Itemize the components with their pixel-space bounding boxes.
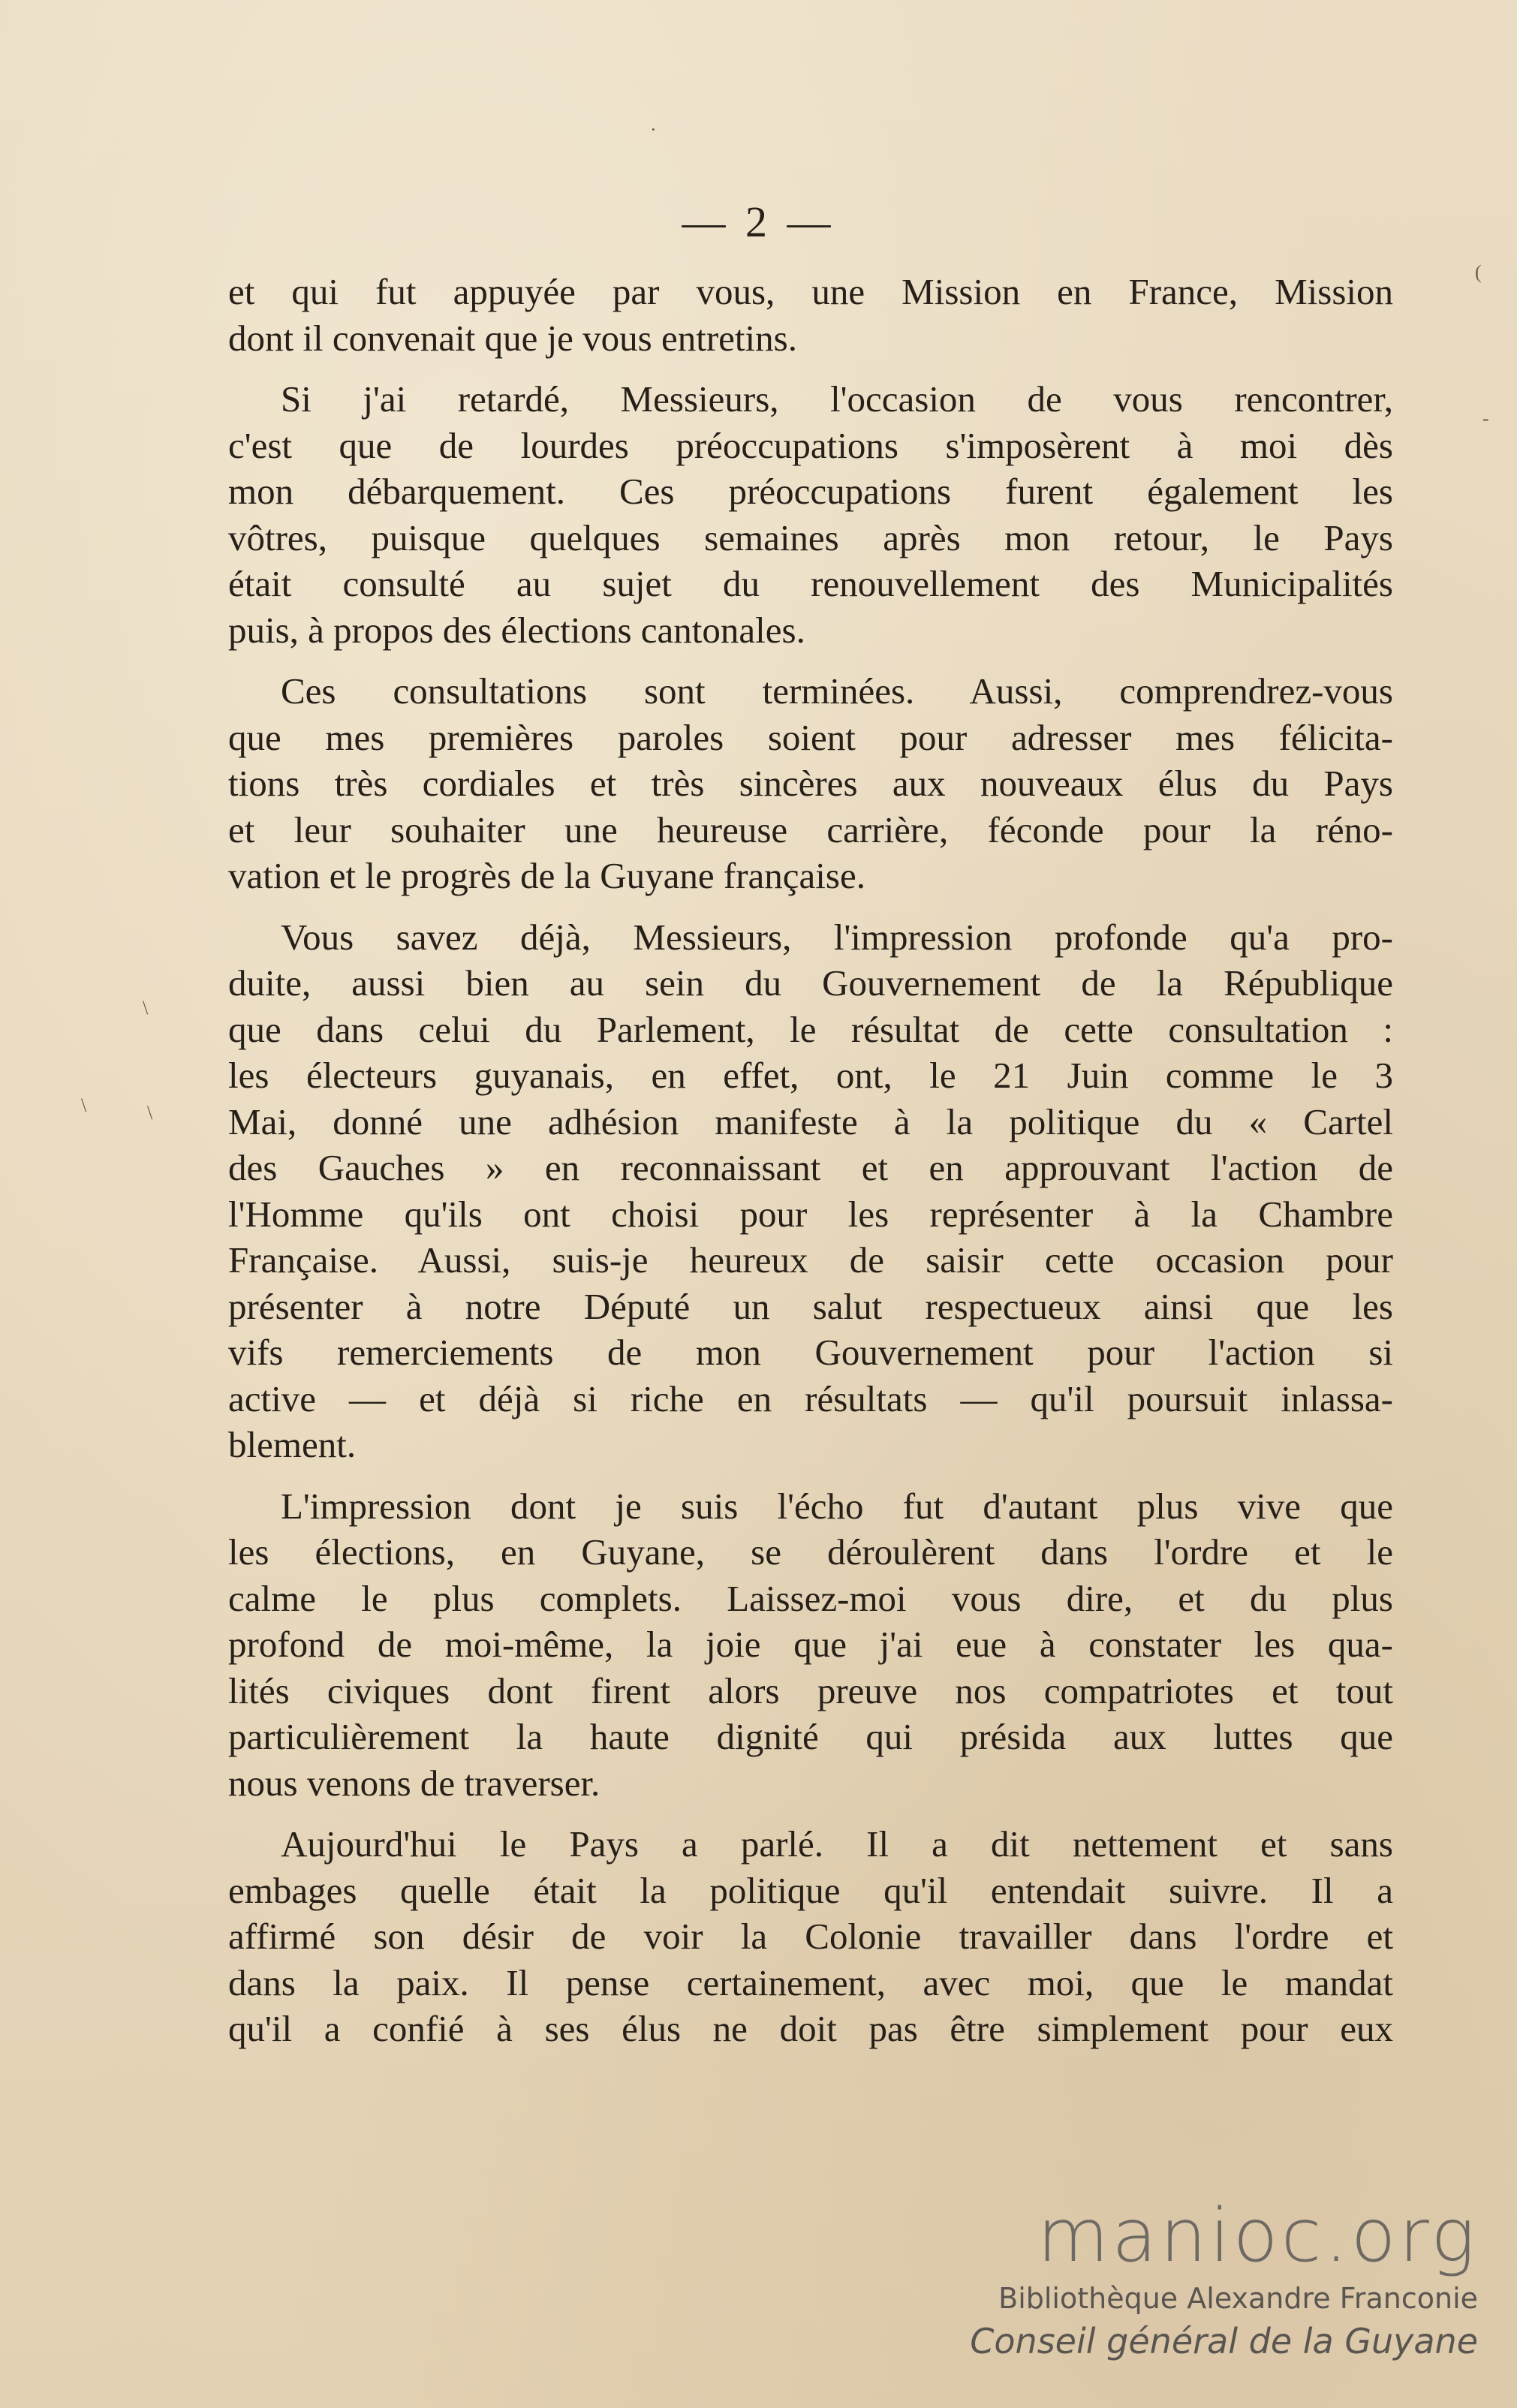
ink-speck: \ <box>147 1102 153 1124</box>
text-line: puis, à propos des élections cantonales. <box>228 609 805 651</box>
text-line: particulièrement la haute dignité qui présida aux luttes que <box>228 1716 1393 1757</box>
text-line: présenter à notre Député un salut respectueux ainsi que les <box>228 1285 1393 1327</box>
text-line: mon débarquement. Ces préoccupations furent également les <box>228 471 1393 512</box>
text-line: les élections, en Guyane, se déroulèrent dans l'ordre et le <box>228 1531 1393 1573</box>
paragraph <box>228 668 1393 899</box>
manioc-watermark <box>953 2193 1478 2361</box>
text-line: tions très cordiales et très sincères aux nouveaux élus du Pays <box>228 763 1393 804</box>
text-line: profond de moi-même, la joie que j'ai eue à constater les qua- <box>228 1624 1393 1665</box>
text-line: des Gauches » en reconnaissant et en approuvant l'action de <box>228 1147 1393 1188</box>
text-line: était consulté au sujet du renouvellement des Municipalités <box>228 563 1393 604</box>
ink-speck: · <box>650 119 657 140</box>
text-line: et leur souhaiter une heureuse carrière, féconde pour la réno- <box>228 808 1393 850</box>
text-line: vifs remerciements de mon Gouvernement pour l'action si <box>228 1332 1393 1373</box>
page-number: — 2 — <box>682 197 835 246</box>
text-line: qu'il a confié à ses élus ne doit pas être simplement pour eux <box>228 2008 1393 2049</box>
paragraph <box>228 1821 1393 2052</box>
manioc-logo: manioc.org <box>1037 2193 1478 2279</box>
text-line: Ces consultations sont terminées. Aussi, comprendrez-vous <box>281 670 1393 712</box>
text-line: Mai, donné une adhésion manifeste à la politique du « Cartel <box>228 1100 1393 1142</box>
paragraph <box>228 1483 1393 1807</box>
text-line: Si j'ai retardé, Messieurs, l'occasion de vous rencontrer, <box>281 378 1393 420</box>
text-line: vation et le progrès de la Guyane française. <box>228 855 865 896</box>
text-line: dans la paix. Il pense certainement, avec moi, que le mandat <box>228 1961 1393 2003</box>
paragraph <box>228 269 1393 361</box>
text-line: Française. Aussi, suis-je heureux de saisir cette occasion pour <box>228 1239 1393 1281</box>
text-line: les électeurs guyanais, en effet, ont, le 21 Juin comme le 3 <box>228 1055 1393 1096</box>
paragraph <box>228 914 1393 1468</box>
ink-speck: \ <box>81 1094 87 1116</box>
text-line: embages quelle était la politique qu'il entendait suivre. Il a <box>228 1869 1393 1911</box>
text-line: affirmé son désir de voir la Colonie travailler dans l'ordre et <box>228 1916 1393 1957</box>
text-line: calme le plus complets. Laissez-moi vous dire, et du plus <box>228 1577 1393 1619</box>
text-line: que mes premières paroles soient pour adresser mes félicita- <box>228 716 1393 758</box>
paragraph <box>228 376 1393 653</box>
library-name: Bibliothèque Alexandre Franconie <box>998 2282 1478 2315</box>
text-line: blement. <box>228 1424 357 1465</box>
text-line: l'Homme qu'ils ont choisi pour les représenter à la Chambre <box>228 1193 1393 1235</box>
text-line: que dans celui du Parlement, le résultat de cette consultation : <box>228 1008 1393 1050</box>
ink-speck: \ <box>143 997 149 1019</box>
ink-speck: - <box>1482 408 1489 429</box>
council-name: Conseil général de la Guyane <box>970 2321 1478 2361</box>
text-line: vôtres, puisque quelques semaines après mon retour, le Pays <box>228 516 1393 558</box>
text-line: c'est que de lourdes préoccupations s'imposèrent à moi dès <box>228 424 1393 466</box>
text-line: Aujourd'hui le Pays a parlé. Il a dit nettement et sans <box>281 1823 1393 1865</box>
text-line: et qui fut appuyée par vous, une Mission en France, Mission <box>228 271 1393 312</box>
text-line: duite, aussi bien au sein du Gouvernement de la République <box>228 962 1393 1004</box>
text-line: lités civiques dont firent alors preuve nos compatriotes et tout <box>228 1669 1393 1711</box>
text-line: L'impression dont je suis l'écho fut d'autant plus vive que <box>281 1485 1393 1527</box>
text-line: Vous savez déjà, Messieurs, l'impression profonde qu'a pro- <box>281 916 1393 958</box>
body-text <box>228 269 1393 2052</box>
text-line: active — et déjà si riche en résultats — qu'il poursuit inlassa- <box>228 1377 1393 1419</box>
text-line: nous venons de traverser. <box>228 1762 600 1804</box>
ink-speck: ( <box>1475 261 1482 283</box>
text-line: dont il convenait que je vous entretins. <box>228 317 797 359</box>
